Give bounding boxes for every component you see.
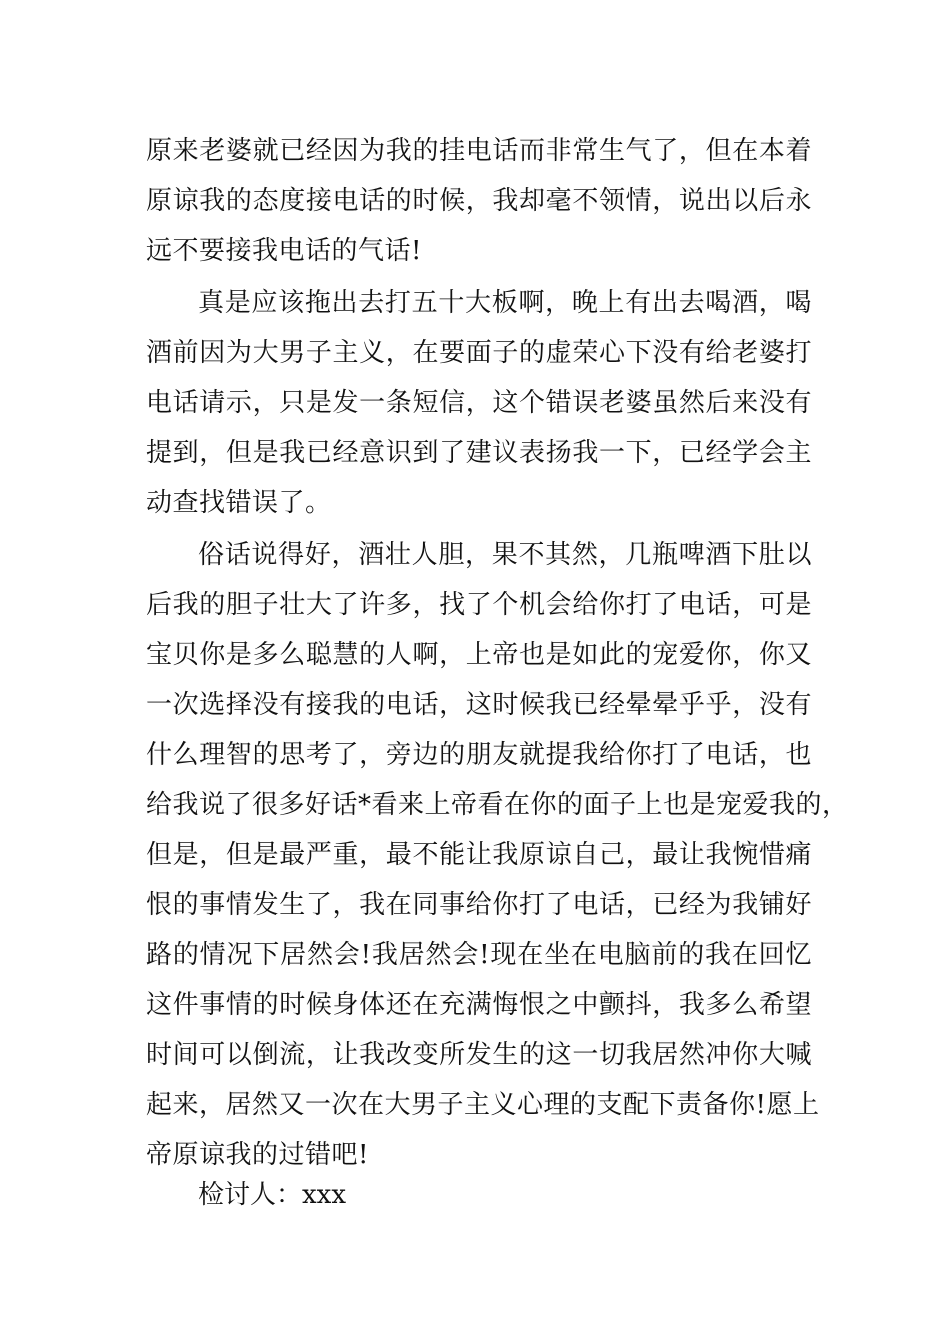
paragraph-line: 真是应该拖出去打五十大板啊，晚上有出去喝酒，喝 [198,288,812,318]
signature: 检讨人：xxx [198,1180,346,1210]
paragraph-3 [146,530,849,1180]
paragraph-2 [146,278,812,528]
paragraph-line: 时间可以倒流，让我改变所发生的这一切我居然冲你大喊 [146,1040,812,1070]
paragraph-line: 什么理智的思考了，旁边的朋友就提我给你打了电话，也 [146,740,812,770]
paragraph-line: 这件事情的时候身体还在充满悔恨之中颤抖，我多么希望 [146,990,812,1020]
paragraph-line: 但是，但是最严重，最不能让我原谅自己，最让我惋惜痛 [146,840,812,870]
paragraph-line: 酒前因为大男子主义，在要面子的虚荣心下没有给老婆打 [146,338,812,368]
paragraph-line: 宝贝你是多么聪慧的人啊，上帝也是如此的宠爱你，你又 [146,640,812,670]
paragraph-line: 动查找错误了。 [146,488,332,518]
paragraph-line: 提到，但是我已经意识到了建议表扬我一下，已经学会主 [146,438,812,468]
paragraph-line: 远不要接我电话的气话! [146,236,422,266]
paragraph-line: 原来老婆就已经因为我的挂电话而非常生气了，但在本着 [146,136,812,166]
paragraph-line: 一次选择没有接我的电话，这时候我已经晕晕乎乎，没有 [146,690,812,720]
paragraph-line: 路的情况下居然会!我居然会!现在坐在电脑前的我在回忆 [146,940,812,970]
paragraph-line: 给我说了很多好话*看来上帝看在你的面子上也是宠爱我的， [146,790,849,820]
paragraph-line: 后我的胆子壮大了许多，找了个机会给你打了电话，可是 [146,590,812,620]
paragraph-line: 恨的事情发生了，我在同事给你打了电话，已经为我铺好 [146,890,812,920]
paragraph-1 [146,126,812,276]
paragraph-line: 原谅我的态度接电话的时候，我却毫不领情，说出以后永 [146,186,812,216]
paragraph-line: 帝原谅我的过错吧! [146,1140,369,1170]
paragraph-line: 起来，居然又一次在大男子主义心理的支配下责备你!愿上 [146,1090,820,1120]
paragraph-line: 俗话说得好，酒壮人胆，果不其然，几瓶啤酒下肚以 [198,540,812,570]
paragraph-line: 电话请示，只是发一条短信，这个错误老婆虽然后来没有 [146,388,812,418]
document-body [146,126,849,1180]
